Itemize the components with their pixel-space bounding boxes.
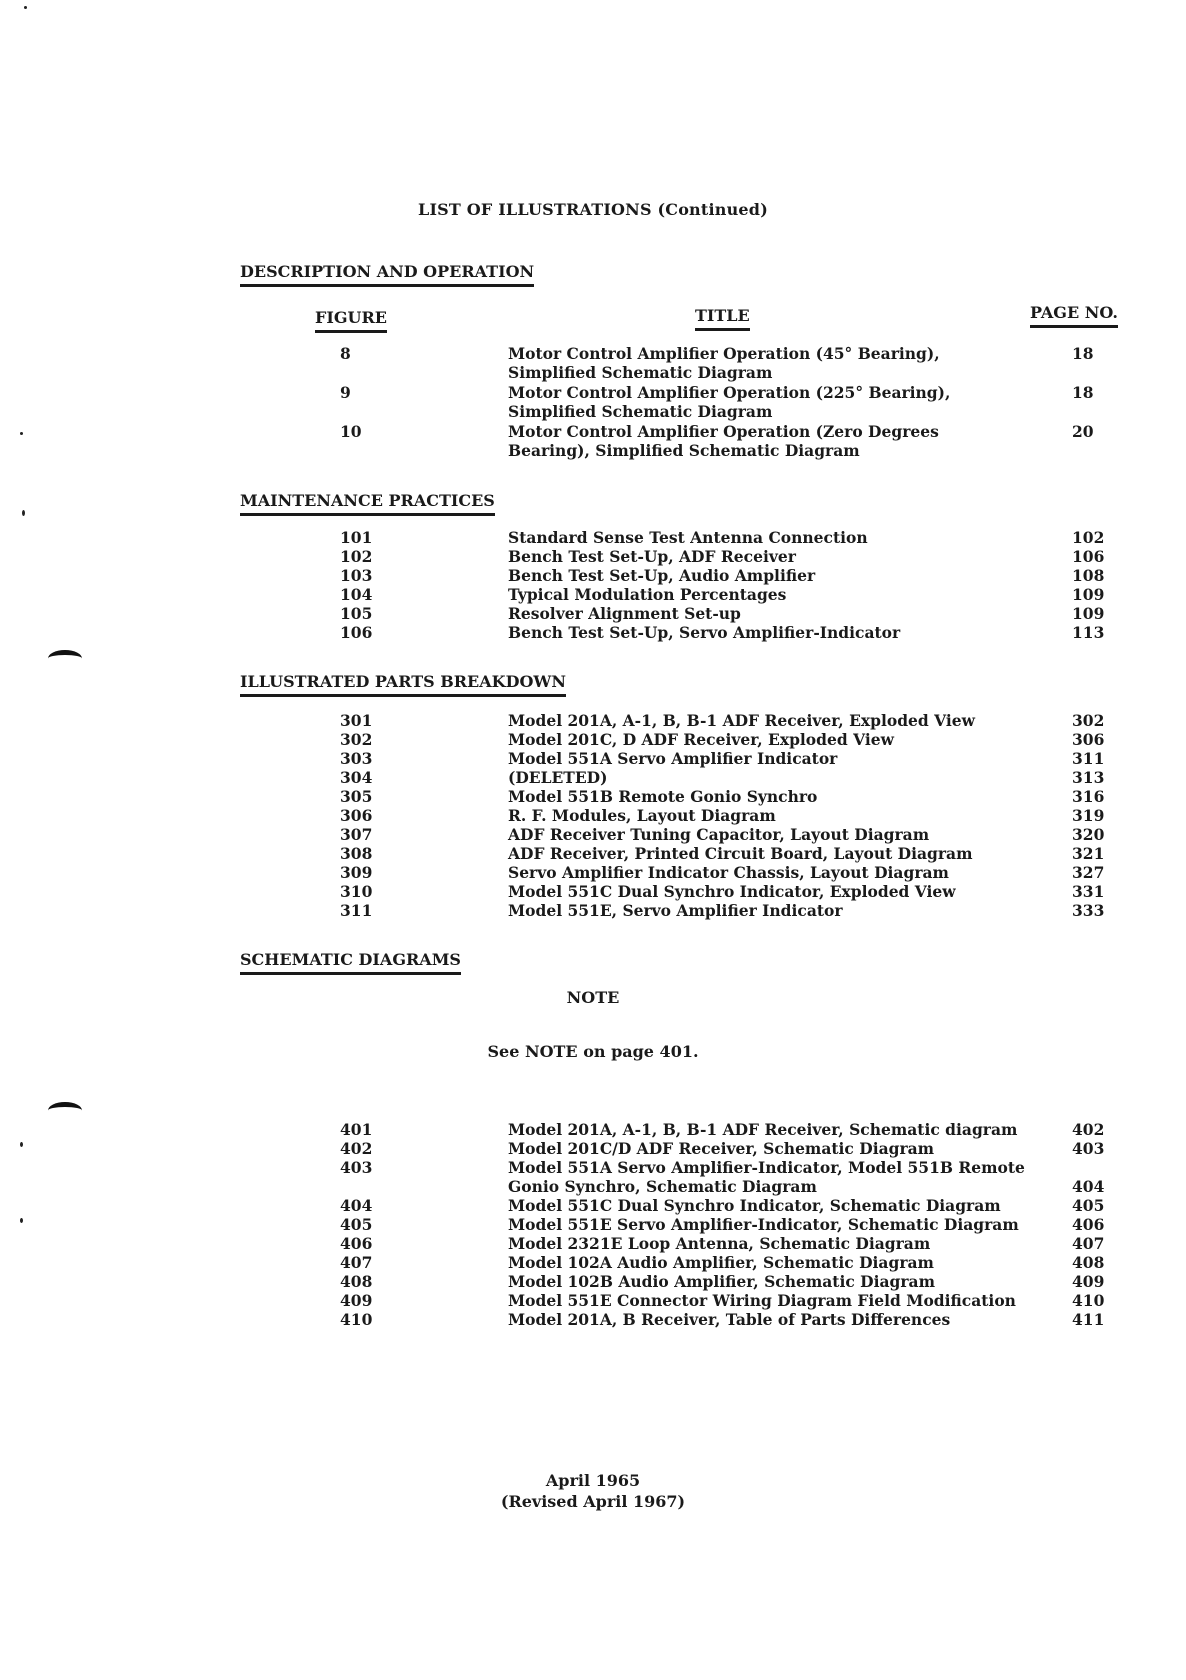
- scan-speck: [24, 6, 27, 9]
- page-number: 408: [1072, 1253, 1105, 1272]
- figure-title: ADF Receiver, Printed Circuit Board, Layout Diagram: [508, 844, 973, 863]
- section-heading-maintenance: MAINTENANCE PRACTICES: [240, 491, 495, 516]
- figure-title: Motor Control Amplifier Operation (225° Bearing), Simplified Schematic Diagram: [508, 383, 951, 421]
- figure-title: Motor Control Amplifier Operation (Zero Degrees Bearing), Simplified Schematic Diagram: [508, 422, 939, 460]
- figure-title: Model 551E Servo Amplifier-Indicator, Schematic Diagram: [508, 1215, 1019, 1234]
- page-number: 109: [1072, 604, 1105, 623]
- figure-title: Model 102A Audio Amplifier, Schematic Diagram: [508, 1253, 934, 1272]
- figure-title: Model 551A Servo Amplifier-Indicator, Model 551B Remote Gonio Synchro, Schematic Diagram: [508, 1158, 1025, 1196]
- page-number: 108: [1072, 566, 1105, 585]
- figure-number: 302: [340, 730, 373, 749]
- note-text: See NOTE on page 401.: [487, 1042, 699, 1061]
- footer-date: April 1965: [545, 1471, 641, 1490]
- page-number: 403: [1072, 1139, 1105, 1158]
- figure-title: Bench Test Set-Up, ADF Receiver: [508, 547, 796, 566]
- figure-number: 403: [340, 1158, 373, 1177]
- scan-speck: [20, 432, 23, 435]
- scan-speck: [20, 1142, 23, 1147]
- figure-number: 308: [340, 844, 373, 863]
- page-title: LIST OF ILLUSTRATIONS (Continued): [418, 200, 768, 219]
- figure-number: 401: [340, 1120, 373, 1139]
- page-number: 405: [1072, 1196, 1105, 1215]
- page-number: 18: [1072, 383, 1094, 402]
- figure-number: 106: [340, 623, 373, 642]
- page-number: 313: [1072, 768, 1105, 787]
- section-heading-schematic: SCHEMATIC DIAGRAMS: [240, 950, 461, 975]
- page-number: 404: [1072, 1177, 1105, 1196]
- page-number: 20: [1072, 422, 1094, 441]
- section-heading-description: DESCRIPTION AND OPERATION: [240, 262, 534, 287]
- figure-title: Model 201C, D ADF Receiver, Exploded View: [508, 730, 894, 749]
- figure-title: Standard Sense Test Antenna Connection: [508, 528, 868, 547]
- page-number: 321: [1072, 844, 1105, 863]
- note-heading: NOTE: [566, 988, 620, 1007]
- page-number: 302: [1072, 711, 1105, 730]
- figure-title: Model 201A, A-1, B, B-1 ADF Receiver, Schematic diagram: [508, 1120, 1018, 1139]
- figure-number: 307: [340, 825, 373, 844]
- figure-number: 305: [340, 787, 373, 806]
- figure-title: Model 2321E Loop Antenna, Schematic Diagram: [508, 1234, 931, 1253]
- scan-mark: [48, 1102, 82, 1119]
- page-number: 327: [1072, 863, 1105, 882]
- figure-title: Bench Test Set-Up, Audio Amplifier: [508, 566, 816, 585]
- page-number: 18: [1072, 344, 1094, 363]
- figure-number: 104: [340, 585, 373, 604]
- scan-speck: [20, 1218, 23, 1223]
- page-number: 311: [1072, 749, 1105, 768]
- figure-title: Model 551E Connector Wiring Diagram Field Modification: [508, 1291, 1016, 1310]
- figure-number: 311: [340, 901, 373, 920]
- figure-title: (DELETED): [508, 768, 608, 787]
- figure-number: 102: [340, 547, 373, 566]
- page-number: 106: [1072, 547, 1105, 566]
- figure-number: 406: [340, 1234, 373, 1253]
- figure-number: 405: [340, 1215, 373, 1234]
- figure-title: Model 102B Audio Amplifier, Schematic Diagram: [508, 1272, 935, 1291]
- page-number: 407: [1072, 1234, 1105, 1253]
- section-heading-parts: ILLUSTRATED PARTS BREAKDOWN: [240, 672, 566, 697]
- figure-title: Model 201A, B Receiver, Table of Parts Differences: [508, 1310, 951, 1329]
- column-header-title: TITLE: [695, 306, 750, 331]
- figure-title: Model 201A, A-1, B, B-1 ADF Receiver, Exploded View: [508, 711, 975, 730]
- footer: [0, 1470, 1186, 1512]
- figure-title: Motor Control Amplifier Operation (45° Bearing), Simplified Schematic Diagram: [508, 344, 940, 382]
- figure-title: Servo Amplifier Indicator Chassis, Layout Diagram: [508, 863, 949, 882]
- figure-number: 10: [340, 422, 362, 441]
- figure-number: 9: [340, 383, 351, 402]
- figure-number: 8: [340, 344, 351, 363]
- figure-number: 402: [340, 1139, 373, 1158]
- page-number: 306: [1072, 730, 1105, 749]
- footer-revised: (Revised April 1967): [500, 1492, 686, 1511]
- page-number: 409: [1072, 1272, 1105, 1291]
- scan-speck: [22, 510, 25, 516]
- page-number: 316: [1072, 787, 1105, 806]
- figure-title: Resolver Alignment Set-up: [508, 604, 741, 623]
- column-header-figure: FIGURE: [315, 308, 387, 333]
- page-number: 410: [1072, 1291, 1105, 1310]
- figure-number: 304: [340, 768, 373, 787]
- column-header-page: PAGE NO.: [1030, 303, 1118, 328]
- page-number: 402: [1072, 1120, 1105, 1139]
- figure-number: 409: [340, 1291, 373, 1310]
- page-number: 331: [1072, 882, 1105, 901]
- figure-number: 301: [340, 711, 373, 730]
- figure-title: ADF Receiver Tuning Capacitor, Layout Diagram: [508, 825, 930, 844]
- figure-title: Model 551B Remote Gonio Synchro: [508, 787, 818, 806]
- figure-number: 310: [340, 882, 373, 901]
- figure-title: Model 551C Dual Synchro Indicator, Exploded View: [508, 882, 956, 901]
- scan-mark: [48, 650, 82, 667]
- page-number: 411: [1072, 1310, 1105, 1329]
- figure-title: Typical Modulation Percentages: [508, 585, 787, 604]
- page-number: 319: [1072, 806, 1105, 825]
- page-number: 333: [1072, 901, 1105, 920]
- figure-title: Model 551C Dual Synchro Indicator, Schematic Diagram: [508, 1196, 1001, 1215]
- figure-number: 306: [340, 806, 373, 825]
- figure-number: 303: [340, 749, 373, 768]
- figure-number: 103: [340, 566, 373, 585]
- figure-number: 309: [340, 863, 373, 882]
- figure-title: R. F. Modules, Layout Diagram: [508, 806, 776, 825]
- figure-title: Bench Test Set-Up, Servo Amplifier-Indicator: [508, 623, 901, 642]
- figure-title: Model 551E, Servo Amplifier Indicator: [508, 901, 843, 920]
- figure-number: 101: [340, 528, 373, 547]
- figure-title: Model 201C/D ADF Receiver, Schematic Diagram: [508, 1139, 935, 1158]
- figure-number: 105: [340, 604, 373, 623]
- figure-number: 408: [340, 1272, 373, 1291]
- page-number: 109: [1072, 585, 1105, 604]
- figure-number: 407: [340, 1253, 373, 1272]
- page-number: 406: [1072, 1215, 1105, 1234]
- page-number: 320: [1072, 825, 1105, 844]
- figure-title: Model 551A Servo Amplifier Indicator: [508, 749, 838, 768]
- page-number: 102: [1072, 528, 1105, 547]
- page-number: 113: [1072, 623, 1105, 642]
- figure-number: 404: [340, 1196, 373, 1215]
- figure-number: 410: [340, 1310, 373, 1329]
